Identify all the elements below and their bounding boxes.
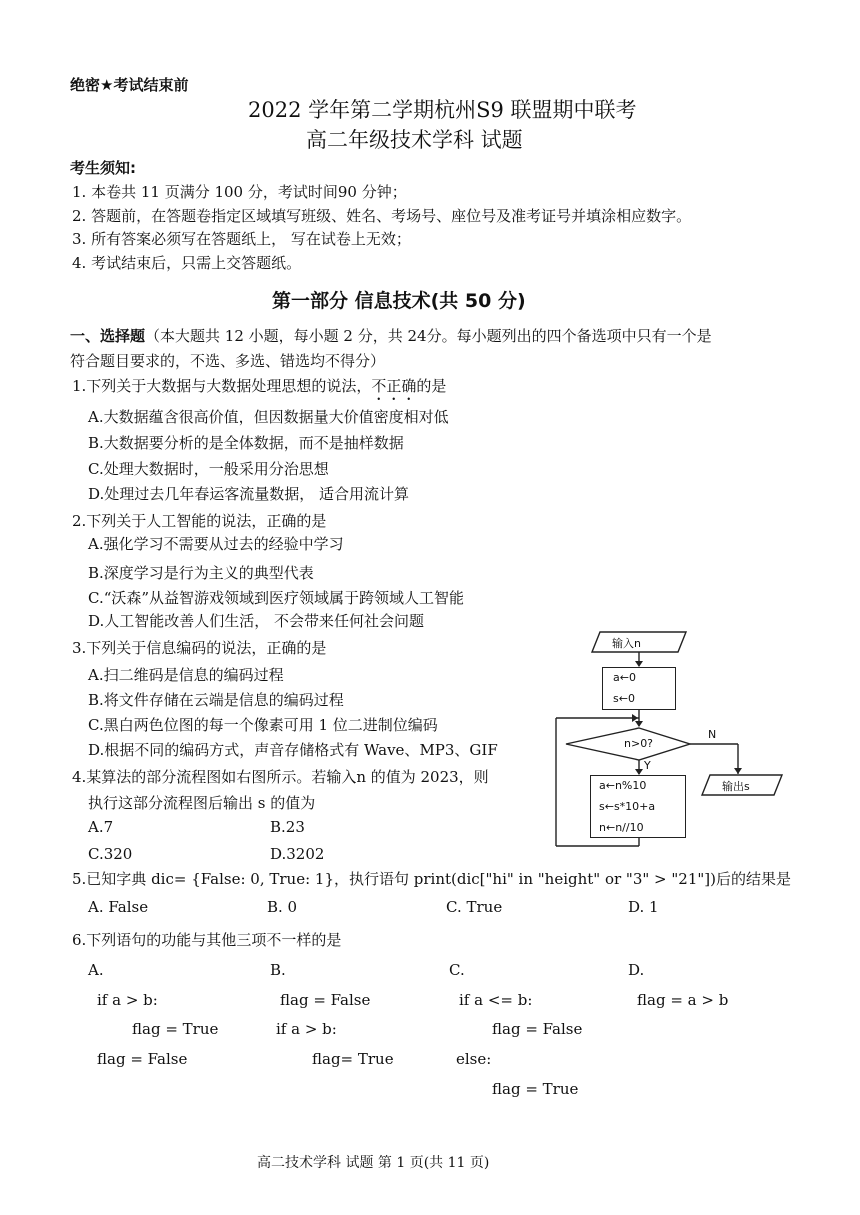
q1-option-c: C.处理大数据时，一般采用分治思想 [88,460,329,478]
secret-mark: 绝密★考试结束前 [70,76,189,94]
q1-stem: 1.下列关于大数据与大数据处理思想的说法，不正确的是 [72,377,447,395]
notice-item: 3. 所有答案必须写在答题纸上， 写在试卷上无效； [72,230,411,248]
q6-stem: 6.下列语句的功能与其他三项不一样的是 [72,931,342,949]
q5-option-d: D. 1 [628,898,659,916]
q3-option-b: B.将文件存储在云端是信息的编码过程 [88,691,344,709]
flow-output-label: 输出s [722,780,750,793]
page-footer: 高二技术学科 试题 第 1 页(共 11 页) [257,1155,490,1171]
q5-option-b: B. 0 [267,898,298,916]
q6-label-c: C. [449,961,465,979]
part-title: 第一部分 信息技术(共 50 分) [272,290,526,312]
q6-code-c-line: flag = False [492,1020,583,1038]
section-intro-cont: 符合题目要求的，不选、多选、错选均不得分） [70,352,386,370]
q6-label-b: B. [270,961,286,979]
flowchart [550,628,790,853]
q6-code-d-line: flag = a > b [637,991,729,1009]
q6-label-a: A. [88,961,104,979]
q5-stem: 5.已知字典 dic= {False: 0, True: 1}，执行语句 print(dic["hi" in "height" or "3" > "21"])后的结果是 [72,870,791,888]
flow-input-label: 输入n [612,637,641,650]
notice-item: 1. 本卷共 11 页满分 100 分，考试时间90 分钟； [72,183,407,201]
flow-no-label: N [708,728,717,741]
q6-code-a-line: if a > b: [97,991,158,1009]
q2-option-b: B.深度学习是行为主义的典型代表 [88,564,314,582]
exam-title: 2022 学年第二学期杭州S9 联盟期中联考 [248,98,637,122]
q6-code-c-line: flag = True [492,1080,579,1098]
notice-item: 2. 答题前，在答题卷指定区域填写班级、姓名、考场号、座位号及准考证号并填涂相应数字。 [72,207,692,225]
q4-stem-cont: 执行这部分流程图后输出 s 的值为 [88,794,316,812]
q4-option-d: D.3202 [270,845,325,863]
q3-stem: 3.下列关于信息编码的说法，正确的是 [72,639,327,657]
q5-option-a: A. False [88,898,149,916]
q1-option-b: B.大数据要分析的是全体数据，而不是抽样数据 [88,434,404,452]
q4-stem: 4.某算法的部分流程图如右图所示。若输入n 的值为 2023，则 [72,768,489,786]
q1-option-d: D.处理过去几年春运客流量数据， 适合用流计算 [88,485,410,503]
flow-init-box: a←0 s←0 [602,667,676,710]
q6-code-b-line: flag = False [280,991,371,1009]
notice-item: 4. 考试结束后，只需上交答题纸。 [72,254,302,272]
q2-stem: 2.下列关于人工智能的说法，正确的是 [72,512,327,530]
q1-option-a: A.大数据蕴含很高价值，但因数据量大价值密度相对低 [88,408,449,426]
section-intro-text: （本大题共 12 小题，每小题 2 分，共 24分。每小题列出的四个备选项中只有一个是 [145,327,712,345]
section-heading: 一、选择题 [70,327,146,345]
q4-option-a: A.7 [88,818,114,836]
flow-yes-label: Y [644,759,651,772]
q2-option-c: C.“沃森”从益智游戏领域到医疗领域属于跨领域人工智能 [88,589,465,607]
notice-heading: 考生须知: [70,159,136,177]
q6-label-d: D. [628,961,645,979]
q6-code-b-line: if a > b: [276,1020,337,1038]
q4-option-c: C.320 [88,845,133,863]
exam-subtitle: 高二年级技术学科 试题 [306,128,523,152]
q3-option-a: A.扫二维码是信息的编码过程 [88,666,284,684]
flow-condition: n>0? [624,737,654,750]
q5-option-c: C. True [446,898,503,916]
q1-emphasis: 不正确 [371,377,417,395]
q6-code-b-line: flag= True [312,1050,394,1068]
q2-option-a: A.强化学习不需要从过去的经验中学习 [88,535,344,553]
q6-code-c-line: if a <= b: [459,991,533,1009]
flow-body-box: a←n%10 s←s*10+a n←n//10 [590,775,686,838]
q2-option-d: D.人工智能改善人们生活， 不会带来任何社会问题 [88,612,425,630]
q3-option-c: C.黑白两色位图的每一个像素可用 1 位二进制位编码 [88,716,438,734]
section-intro [70,325,712,346]
q3-option-d: D.根据不同的编码方式，声音存储格式有 Wave、MP3、GIF [88,741,498,759]
q4-option-b: B.23 [270,818,305,836]
q6-code-a-line: flag = False [97,1050,188,1068]
q6-code-a-line: flag = True [132,1020,219,1038]
q6-code-c-line: else: [456,1050,492,1068]
